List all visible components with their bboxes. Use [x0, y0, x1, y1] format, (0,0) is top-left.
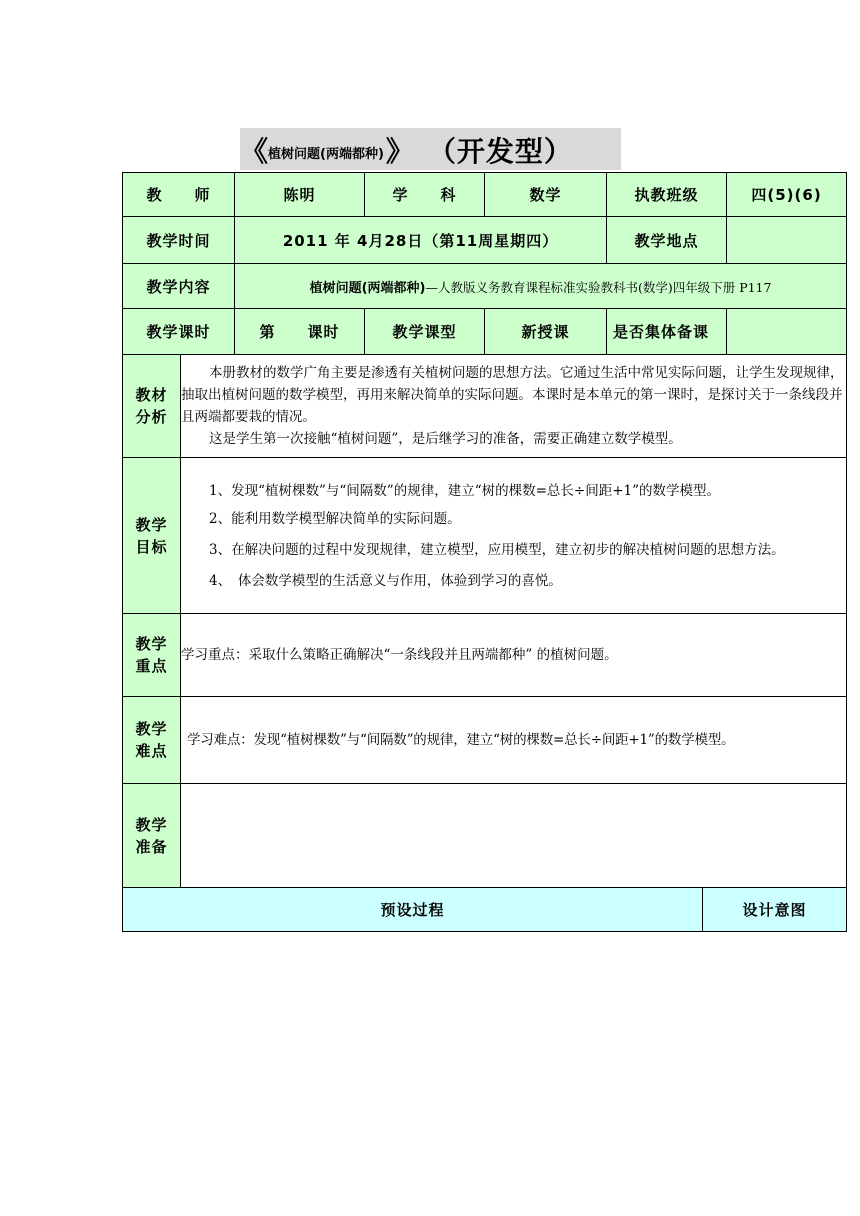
time-label: 教学时间 [123, 217, 235, 264]
document-title [240, 128, 573, 170]
goals-text [181, 458, 847, 614]
analysis-text [181, 355, 847, 458]
row-footer [123, 888, 847, 932]
group-prep-label: 是否集体备课 [607, 309, 727, 355]
class-value: 四(5)(6) [727, 173, 847, 217]
period-label: 教学课时 [123, 309, 235, 355]
analysis-label [123, 355, 181, 458]
lesson-type-value: 新授课 [485, 309, 607, 355]
title-type: （开发型） [427, 135, 573, 168]
place-label: 教学地点 [607, 217, 727, 264]
process-label: 预设过程 [123, 888, 703, 932]
subject-label: 学 科 [365, 173, 485, 217]
goal-item-1: 1、发现“植树棵数”与“间隔数”的规律，建立“树的棵数=总长÷间距+1”的数学模型。 [209, 482, 721, 499]
prep-label [123, 784, 181, 888]
title-open-bracket: 《 [240, 135, 269, 168]
row-time [123, 217, 847, 264]
teacher-value: 陈明 [235, 173, 365, 217]
prep-text [181, 784, 847, 888]
row-content [123, 264, 847, 309]
key-text: 学习重点：采取什么策略正确解决“一条线段并且两端都种” 的植树问题。 [181, 614, 847, 697]
row-teacher [123, 173, 847, 217]
place-value [727, 217, 847, 264]
group-prep-value [727, 309, 847, 355]
difficulty-label-line2: 难点 [135, 742, 168, 760]
goals-label-line1: 教学 [135, 515, 168, 534]
row-goals [123, 458, 847, 614]
class-label: 执教班级 [607, 173, 727, 217]
row-period [123, 309, 847, 355]
prep-label-line1: 教学 [135, 815, 168, 834]
lesson-plan-table [122, 172, 847, 932]
time-value: 2011 年 4月28日（第11周星期四） [235, 217, 607, 264]
content-rest: —人教版义务教育课程标准实验教科书(数学)四年级下册 P117 [425, 279, 772, 295]
content-value [235, 264, 847, 309]
analysis-label-line1: 教材 [135, 386, 168, 404]
difficulty-label [123, 697, 181, 784]
analysis-label-line2: 分析 [135, 408, 168, 426]
teacher-label: 教 师 [123, 173, 235, 217]
row-difficulty [123, 697, 847, 784]
lesson-type-label: 教学课型 [365, 309, 485, 355]
content-label: 教学内容 [123, 264, 235, 309]
content-bold: 植树问题(两端都种) [309, 280, 426, 296]
row-analysis [123, 355, 847, 458]
key-label-line1: 教学 [135, 635, 168, 653]
analysis-paragraph-2: 这是学生第一次接触“植树问题”，是后继学习的准备，需要正确建立数学模型。 [209, 431, 682, 447]
title-main: 植树问题(两端都种) [268, 147, 384, 162]
row-key-point [123, 614, 847, 697]
intent-label: 设计意图 [703, 888, 847, 932]
goals-label [123, 458, 181, 614]
goal-item-3: 3、在解决问题的过程中发现规律，建立模型，应用模型，建立初步的解决植树问题的思想方法。 [209, 541, 785, 558]
analysis-paragraph-1: 本册教材的数学广角主要是渗透有关植树问题的思想方法。它通过生活中常见实际问题，让学生发现规律，抽取出植树问题的数学模型，再用来解决简单的实际问题。本课时是本单元的第一课时，是探讨关于一条线段并且两端都要栽的情况。 [181, 365, 844, 425]
key-label-line2: 重点 [135, 657, 168, 675]
subject-value: 数学 [485, 173, 607, 217]
difficulty-label-line1: 教学 [135, 720, 168, 738]
period-value: 第 课时 [235, 309, 365, 355]
goals-label-line2: 目标 [135, 537, 168, 556]
difficulty-text: 学习难点：发现“植树棵数”与“间隔数”的规律，建立“树的棵数=总长÷间距+1”的数学模型。 [181, 697, 847, 784]
goal-item-2: 2、能利用数学模型解决简单的实际问题。 [209, 510, 461, 527]
row-preparation [123, 784, 847, 888]
goal-item-4: 4、 体会数学模型的生活意义与作用，体验到学习的喜悦。 [209, 572, 562, 589]
key-label [123, 614, 181, 697]
title-close-bracket: 》 [385, 135, 414, 168]
prep-label-line2: 准备 [135, 837, 168, 856]
